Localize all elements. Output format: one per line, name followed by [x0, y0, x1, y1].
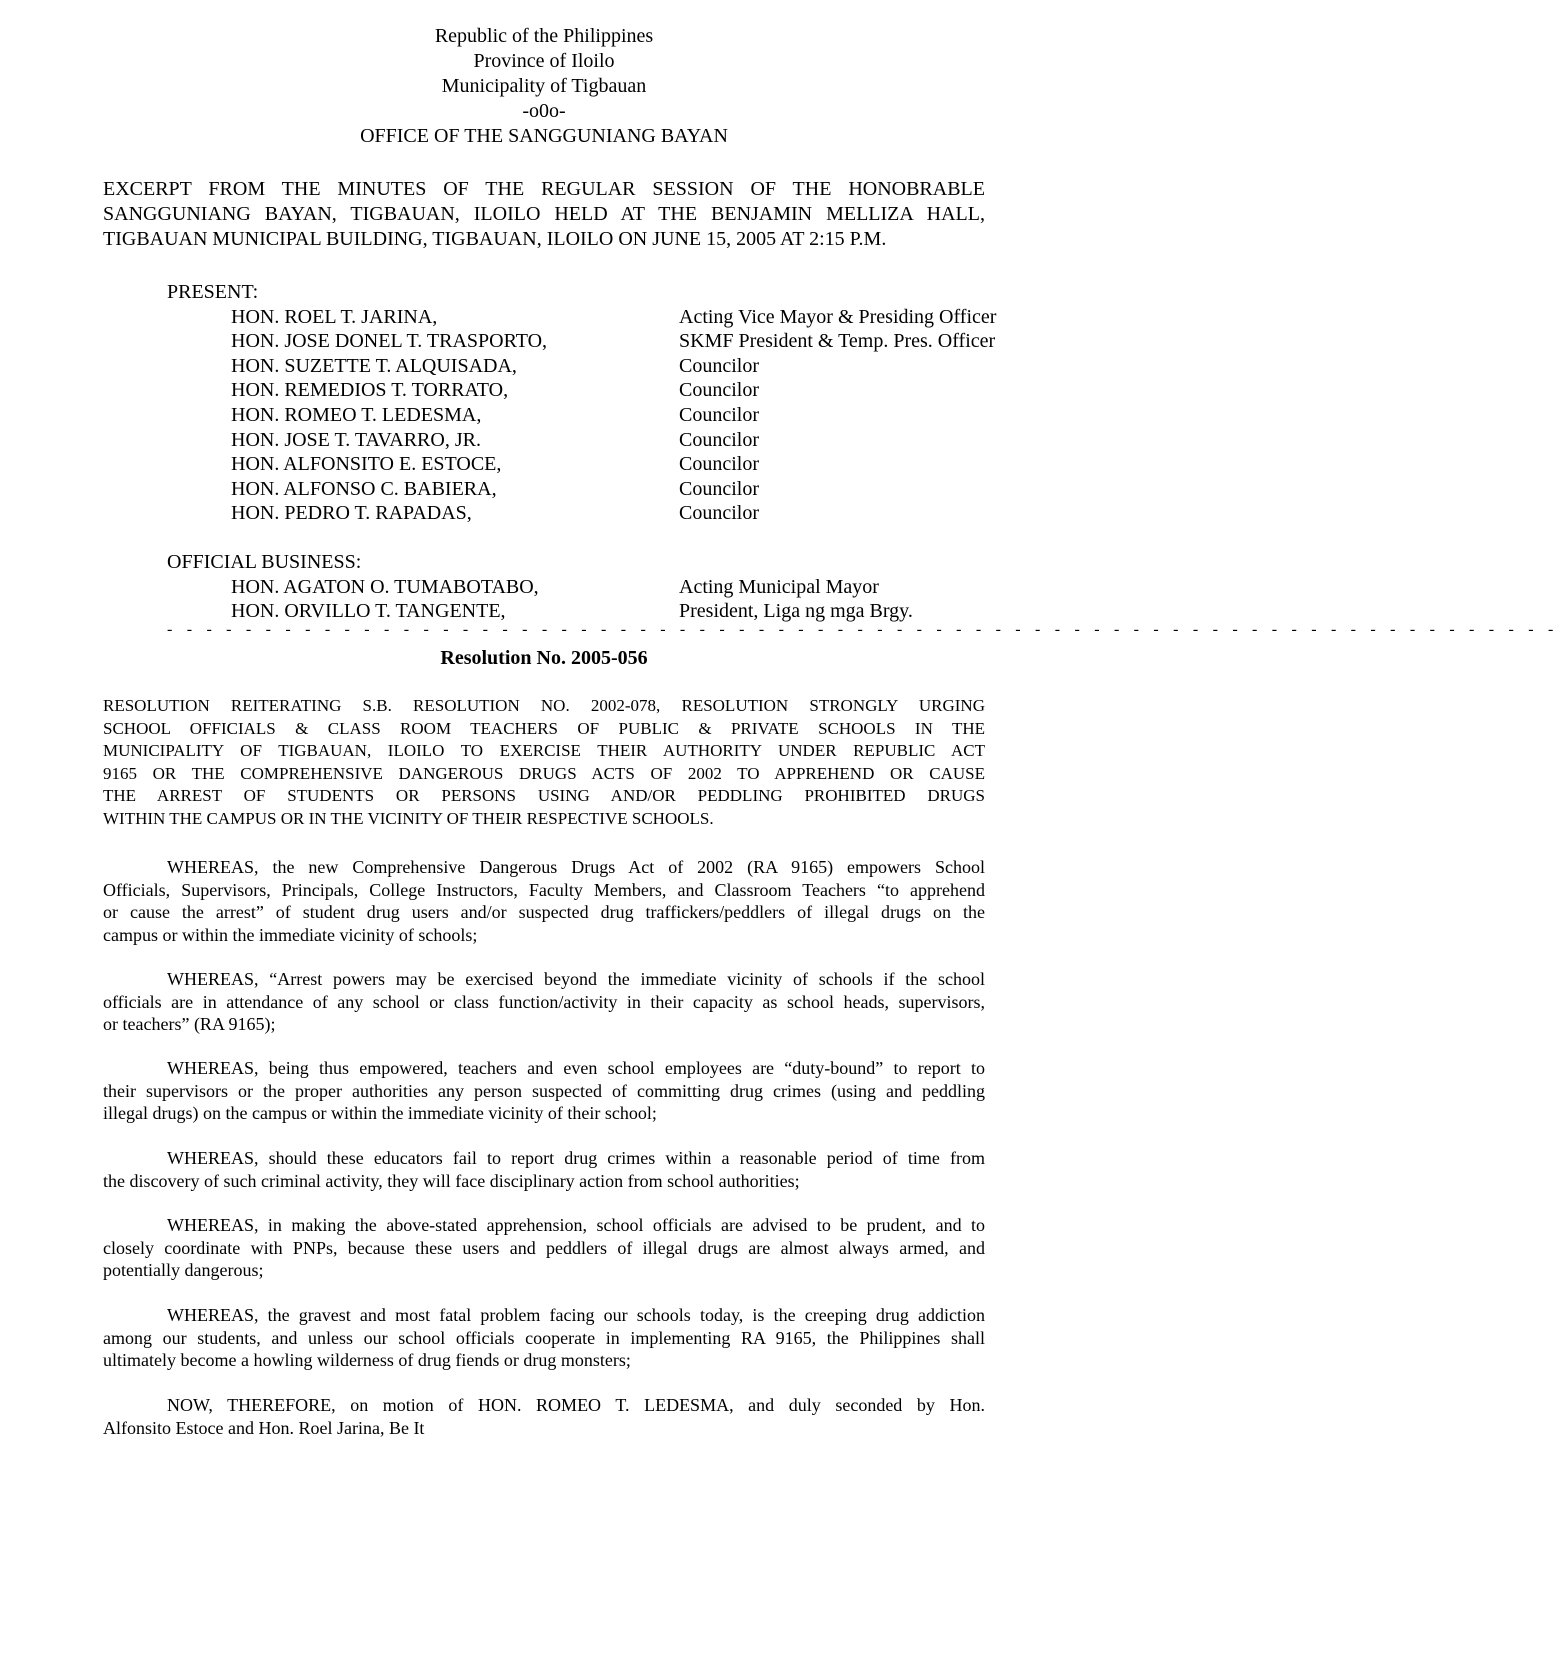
attendee-name: HON. ROEL T. JARINA,	[231, 305, 438, 328]
resolution-number: Resolution No. 2005-056	[440, 647, 648, 669]
excerpt-line: SANGGUNIANG BAYAN, TIGBAUAN, ILOILO HELD AT THE BENJAMIN MELLIZA HALL,	[103, 203, 985, 225]
attendee-row	[167, 501, 997, 526]
attendee-position: SKMF President & Temp. Pres. Officer	[679, 330, 996, 353]
attendee-position: Councilor	[679, 502, 759, 525]
paragraph-line: their supervisors or the proper authorities any person suspected of committing drug crimes (using and peddling	[103, 1080, 985, 1101]
paragraph-line: WHEREAS, being thus empowered, teachers and even school employees are “duty-bound” to report to	[167, 1058, 985, 1078]
attendee-position: Acting Municipal Mayor	[679, 575, 879, 598]
paragraph-line: WHEREAS, should these educators fail to report drug crimes within a reasonable period of time from	[167, 1148, 985, 1168]
whereas-paragraph	[103, 856, 985, 946]
excerpt-line: TIGBAUAN MUNICIPAL BUILDING, TIGBAUAN, ILOILO ON JUNE 15, 2005 AT 2:15 P.M.	[103, 228, 887, 250]
resolution-title-line: THE ARREST OF STUDENTS OR PERSONS USING AND/OR PEDDLING PROHIBITED DRUGS	[103, 786, 985, 806]
attendee-position: Councilor	[679, 403, 759, 426]
paragraph-line: illegal drugs) on the campus or within the immediate vicinity of their school;	[103, 1103, 657, 1124]
resolution-title-line: WITHIN THE CAMPUS OR IN THE VICINITY OF THEIR RESPECTIVE SCHOOLS.	[103, 808, 714, 828]
attendee-name: HON. AGATON O. TUMABOTABO,	[231, 575, 539, 598]
paragraph-line: WHEREAS, the new Comprehensive Dangerous Drugs Act of 2002 (RA 9165) empowers School	[167, 857, 985, 877]
paragraph-line: campus or within the immediate vicinity of schools;	[103, 924, 478, 945]
dashed-separator: - - - - - - - - - - - - - - - - - - - - - - - - - - - - - - - - - - - - - - - - - - - - - - - - - - - - - - - - - - - - - - - - - - - - - - -	[167, 621, 1559, 638]
header-republic: Republic of the Philippines	[434, 25, 654, 47]
whereas-paragraph	[103, 1057, 985, 1125]
present-label: PRESENT:	[167, 281, 259, 303]
header-province: Province of Iloilo	[473, 50, 615, 72]
resolution-title	[103, 695, 985, 831]
attendee-position: President, Liga ng mga Brgy.	[679, 600, 913, 623]
attendee-row	[167, 329, 997, 354]
resolution-title-line: MUNICIPALITY OF TIGBAUAN, ILOILO TO EXERCISE THEIR AUTHORITY UNDER REPUBLIC ACT	[103, 741, 985, 761]
paragraph-line: WHEREAS, the gravest and most fatal problem facing our schools today, is the creeping drug addiction	[167, 1305, 985, 1325]
paragraph-line: or teachers” (RA 9165);	[103, 1014, 276, 1035]
paragraph-line: NOW, THEREFORE, on motion of HON. ROMEO T. LEDESMA, and duly seconded by Hon.	[167, 1395, 985, 1415]
resolution-title-line: 9165 OR THE COMPREHENSIVE DANGEROUS DRUGS ACTS OF 2002 TO APPREHEND OR CAUSE	[103, 763, 985, 783]
attendee-position: Councilor	[679, 379, 759, 402]
attendee-row	[167, 452, 997, 477]
header-office: OFFICE OF THE SANGGUNIANG BAYAN	[360, 125, 728, 147]
whereas-paragraph	[103, 1147, 985, 1192]
attendee-name: HON. ALFONSITO E. ESTOCE,	[231, 453, 502, 476]
official-business-label: OFFICIAL BUSINESS:	[167, 550, 362, 573]
attendee-row	[167, 428, 997, 453]
excerpt-line: EXCERPT FROM THE MINUTES OF THE REGULAR SESSION OF THE HONOBRABLE	[103, 178, 985, 200]
section-spacer	[167, 526, 997, 550]
paragraph-line: closely coordinate with PNPs, because these users and peddlers of illegal drugs are almost always armed, and	[103, 1237, 985, 1258]
paragraph-line: the discovery of such criminal activity, they will face disciplinary action from school authorities;	[103, 1170, 800, 1191]
paragraph-line: or cause the arrest” of student drug users and/or suspected drug traffickers/peddlers of illegal drugs on the	[103, 902, 985, 923]
paragraph-line: Officials, Supervisors, Principals, College Instructors, Faculty Members, and Classroom Teachers “to apprehend	[103, 879, 985, 900]
paragraph-line: among our students, and unless our school officials cooperate in implementing RA 9165, the Philippines shall	[103, 1327, 985, 1348]
paragraph-line: officials are in attendance of any school or class function/activity in their capacity as school heads, supervisors,	[103, 991, 985, 1012]
header-municipality: Municipality of Tigbauan	[441, 75, 647, 97]
resolution-title-line: RESOLUTION REITERATING S.B. RESOLUTION NO. 2002-078, RESOLUTION STRONGLY URGING	[103, 696, 985, 715]
paragraph-line: WHEREAS, in making the above-stated apprehension, school officials are advised to be prudent, and to	[167, 1215, 985, 1235]
paragraph-line: potentially dangerous;	[103, 1260, 264, 1281]
paragraph-line: WHEREAS, “Arrest powers may be exercised beyond the immediate vicinity of schools if the school	[167, 969, 985, 989]
whereas-paragraph	[103, 968, 985, 1036]
attendee-position: Councilor	[679, 453, 759, 476]
attendee-row	[167, 378, 997, 403]
attendee-name: HON. JOSE DONEL T. TRASPORTO,	[231, 330, 548, 353]
attendee-row	[167, 354, 997, 379]
letterhead	[0, 24, 1088, 149]
attendance-list	[167, 280, 997, 624]
attendee-name: HON. PEDRO T. RAPADAS,	[231, 502, 472, 525]
minutes-excerpt-heading	[103, 177, 985, 252]
attendee-name: HON. REMEDIOS T. TORRATO,	[231, 379, 509, 402]
attendee-row	[167, 477, 997, 502]
attendee-row	[167, 575, 997, 600]
attendee-name: HON. ROMEO T. LEDESMA,	[231, 403, 482, 426]
attendee-position: Acting Vice Mayor & Presiding Officer	[679, 305, 997, 328]
attendee-row	[167, 403, 997, 428]
attendee-name: HON. JOSE T. TAVARRO, JR.	[231, 428, 481, 451]
attendee-name: HON. ORVILLO T. TANGENTE,	[231, 600, 506, 623]
header-ornament: -o0o-	[522, 100, 566, 122]
attendee-position: Councilor	[679, 354, 759, 377]
attendee-name: HON. ALFONSO C. BABIERA,	[231, 477, 497, 500]
whereas-paragraph	[103, 1304, 985, 1372]
attendee-name: HON. SUZETTE T. ALQUISADA,	[231, 354, 517, 377]
attendee-position: Councilor	[679, 428, 759, 451]
resolution-title-line: SCHOOL OFFICIALS & CLASS ROOM TEACHERS OF PUBLIC & PRIVATE SCHOOLS IN THE	[103, 718, 985, 738]
paragraph-line: Alfonsito Estoce and Hon. Roel Jarina, Be It	[103, 1417, 425, 1438]
whereas-paragraph	[103, 1214, 985, 1282]
therefore-paragraph	[103, 1394, 985, 1439]
attendee-row	[167, 305, 997, 330]
paragraph-line: ultimately become a howling wilderness of drug fiends or drug monsters;	[103, 1350, 631, 1371]
attendee-position: Councilor	[679, 477, 759, 500]
